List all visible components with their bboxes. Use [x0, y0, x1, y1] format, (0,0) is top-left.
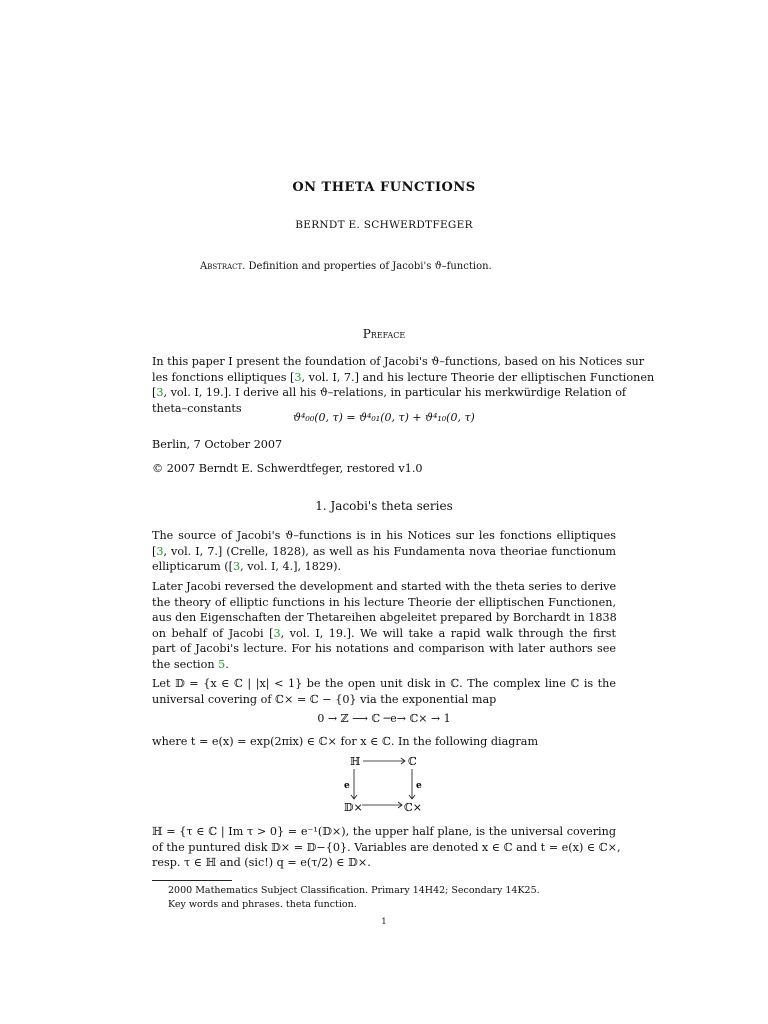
citation-link[interactable]: 3 — [232, 560, 241, 574]
date-line: Berlin, 7 October 2007 — [152, 438, 283, 451]
diagram-bottom-right: ℂ× — [404, 801, 422, 814]
footnote-msc: 2000 Mathematics Subject Classification. Primary 14H42; Secondary 14K25. — [168, 885, 540, 896]
text-line: [3, vol. I, 19.]. I derive all his ϑ–relations, in particular his merkwürdige Relation of — [152, 386, 627, 400]
text-line: ℍ = {τ ∈ ℂ | Im τ > 0} = e⁻¹(𝔻×), the upper half plane, is the universal covering — [152, 825, 616, 838]
text-line: part of Jacobi's lecture. For his notations and comparison with later authors see — [152, 642, 616, 656]
text-line: of the puntured disk 𝔻× = 𝔻−{0}. Variables are denoted x ∈ ℂ and t = e(x) ∈ ℂ×, — [152, 840, 621, 854]
section-heading: 1. Jacobi's theta series — [315, 499, 453, 513]
citation-link[interactable]: 3 — [156, 386, 164, 400]
diagram-top-left: ℍ — [350, 755, 361, 768]
text-line: resp. τ ∈ ℍ and (sic!) q = e(τ/2) ∈ 𝔻×. — [152, 856, 371, 870]
citation-link[interactable]: 3 — [156, 544, 164, 558]
text-line: les fonctions elliptiques [3, vol. I, 7.] and his lecture Theorie der elliptischen Functionen — [152, 370, 655, 384]
diagram-bottom-left: 𝔻× — [344, 801, 363, 814]
diagram-left-label: e — [344, 781, 350, 791]
equation-theta-relation: ϑ⁴₀₀(0, τ) = ϑ⁴₀₁(0, τ) + ϑ⁴₁₀(0, τ) — [293, 411, 475, 424]
text-line: on behalf of Jacobi [3, vol. I, 19.]. We will take a rapid walk through the first — [152, 626, 616, 640]
commutative-diagram — [330, 753, 440, 815]
text-line: The source of Jacobi's ϑ–functions is in his Notices sur les fonctions elliptiques — [152, 529, 616, 542]
page-number: 1 — [381, 917, 387, 927]
copyright-line: © 2007 Berndt E. Schwerdtfeger, restored v1.0 — [152, 462, 423, 475]
text-line: Let 𝔻 = {x ∈ ℂ | |x| < 1} be the open unit disk in ℂ. The complex line ℂ is the — [152, 677, 616, 690]
text-line: the section 5. — [152, 657, 229, 671]
preface-paragraph — [152, 354, 655, 416]
citation-link[interactable]: 3 — [294, 370, 302, 384]
preface-heading: Preface — [362, 327, 406, 341]
text-line: [3, vol. I, 7.] (Crelle, 1828), as well as his Fundamenta nova theoriae functionum — [152, 544, 616, 558]
abstract-label: Abstract. — [200, 261, 246, 272]
diagram-right-label: e — [416, 781, 422, 791]
abstract-text: Definition and properties of Jacobi's ϑ–function. — [245, 261, 492, 272]
paragraph-4: where t = e(x) = exp(2πix) ∈ ℂ× for x ∈ ℂ. In the following diagram — [152, 735, 539, 748]
diagram-top-right: ℂ — [408, 755, 417, 768]
text-line: universal covering of ℂ× = ℂ − {0} via the exponential map — [152, 692, 497, 706]
text-line: the theory of elliptic functions in his lecture Theorie der elliptischen Functionen, — [152, 595, 616, 609]
paragraph-5 — [152, 824, 621, 871]
footnote-rule — [152, 880, 232, 881]
text-line: Later Jacobi reversed the development and started with the theta series to derive — [152, 580, 617, 593]
section-link[interactable]: 5 — [218, 657, 226, 671]
citation-link[interactable]: 3 — [273, 626, 281, 640]
footnote-keywords: Key words and phrases. theta function. — [168, 899, 357, 910]
text-line: In this paper I present the foundation of Jacobi's ϑ–functions, based on his Notices sur — [152, 355, 645, 368]
abstract — [200, 261, 492, 272]
text-line: theta–constants — [152, 401, 242, 415]
text-line: aus den Eigenschaften der Thetareihen abgeleitet prepared by Borchardt in 1838 — [152, 611, 617, 625]
paper-title: ON THETA FUNCTIONS — [292, 180, 476, 195]
text-line: ellipticarum ([3, vol. I, 4.], 1829). — [152, 560, 342, 574]
paragraph-3 — [152, 676, 616, 707]
equation-exact-sequence: 0 → ℤ ⟶ ℂ ─e→ ℂ× → 1 — [317, 712, 451, 725]
paragraph-2 — [152, 579, 616, 673]
paragraph-1 — [152, 528, 616, 575]
author-name: BERNDT E. SCHWERDTFEGER — [295, 219, 473, 231]
